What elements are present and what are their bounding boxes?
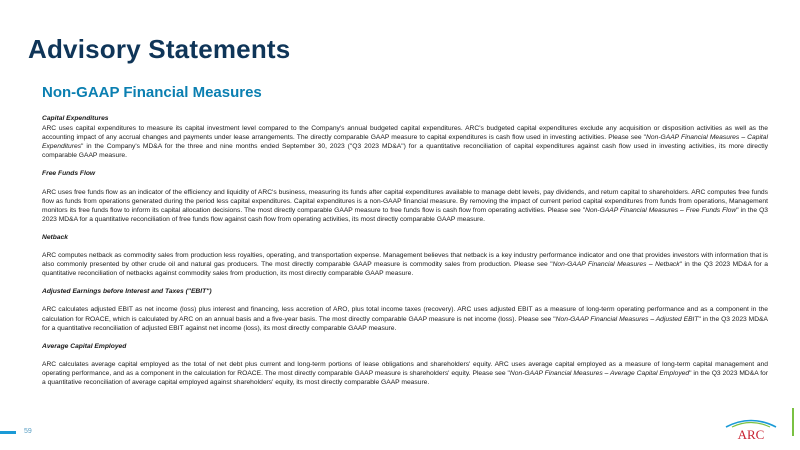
section-paragraph — [42, 360, 768, 387]
section-average-capital-employed — [42, 342, 768, 387]
paragraph-text: ARC calculates average capital employed as the total of net debt plus current and long-term portions of lease obligations and shareholders' equity. ARC uses average capital employed as a measure of long-term capital management and operating performance, and as a component in the calculation for ROACE. The most directly comparable GAAP measure is shareholders' equity. Please see " — [42, 360, 768, 377]
section-paragraph — [42, 188, 768, 224]
page-number: 59 — [24, 428, 32, 435]
paragraph-reference: Non-GAAP Financial Measures – Free Funds Flow — [585, 206, 737, 214]
paragraph-reference: Non-GAAP Financial Measures – Adjusted EBIT — [555, 315, 699, 323]
footer-green-rule — [792, 408, 794, 436]
paragraph-text: " in the Q3 2023 MD&A for a quantitative reconciliation of netbacks against commodity sales from production, its most directly comparable GAAP measure. — [42, 261, 768, 278]
section-heading: Netback — [42, 233, 69, 241]
slide-title: Advisory Statements — [28, 34, 291, 64]
section-free-funds-flow — [42, 169, 768, 223]
paragraph-reference: Non-GAAP Financial Measures – Average Capital Employed — [509, 369, 690, 377]
paragraph-text: " in the Company's MD&A for the three and nine months ended September 30, 2023 ("Q3 2023 MD&A") for a quantitative reconciliation of capital expenditures against cash flow used in investing activities, its more directly comparable GAAP measure. — [42, 143, 768, 160]
section-capital-expenditures — [42, 114, 768, 160]
logo-text: ARC — [737, 427, 765, 442]
section-paragraph — [42, 305, 768, 332]
section-paragraph — [42, 251, 768, 278]
slide-subtitle: Non-GAAP Financial Measures — [42, 84, 262, 101]
footer-accent-bar — [0, 431, 16, 434]
paragraph-text: " in the Q3 2023 MD&A for a quantitative reconciliation of average capital employed against shareholders' equity, its most directly comparable GAAP measure. — [42, 369, 768, 386]
section-netback — [42, 233, 768, 278]
section-heading: Free Funds Flow — [42, 170, 96, 178]
advisory-content — [42, 114, 768, 396]
paragraph-text: " in the Q3 2023 MD&A for a quantitative reconciliation of adjusted EBIT against net income (loss), its most directly comparable GAAP measure. — [42, 315, 768, 332]
section-heading: Capital Expenditures — [42, 115, 109, 122]
section-adjusted-ebit — [42, 287, 768, 332]
paragraph-reference: Non-GAAP Financial Measures – Netback — [552, 261, 680, 269]
paragraph-text: ARC uses capital expenditures to measure its capital investment level compared to the Company's annual budgeted capital expenditures. ARC's budgeted capital expenditures exclude any acquisition or disposition activities as well as the accounting impact of any accrual changes and payments under lease arrangements. The directly comparable GAAP measure to capital expenditures is cash flow used in investing activities. Please see " — [42, 125, 768, 142]
paragraph-text: ARC computes netback as commodity sales from production less royalties, operating, and transportation expense. Management believes that netback is a key industry performance indicator and one that provides investors with information that is also commonly presented by other crude oil and natural gas producers. The most directly comparable GAAP measure is commodity sales from production. Please see " — [42, 252, 768, 269]
arc-logo — [722, 414, 780, 444]
section-heading: Average Capital Employed — [42, 342, 127, 350]
paragraph-reference: Non-GAAP Financial Measures – Capital Expenditures — [42, 134, 768, 151]
section-heading: Adjusted Earnings before Interest and Taxes ("EBIT") — [42, 288, 212, 296]
paragraph-text: " in the Q3 2023 MD&A for a quantitative reconciliation of free funds flow against cash flow from operating activities, its most directly comparable GAAP measure. — [42, 206, 768, 223]
paragraph-text: ARC uses free funds flow as an indicator of the efficiency and liquidity of ARC's business, measuring its funds after capital expenditures available to manage debt levels, pay dividends, and return capital to shareholders. ARC computes free funds flow as funds from operations generated during the period less capital expenditures. Capital expenditures is a non-GAAP financial measure. By removing the impact of current period capital expenditures from funds from operations, Management monitors its free funds flow to inform its capital allocation decisions. The most directly comparable GAAP measure to free funds flow is cash flow from operating activities. Please see " — [42, 188, 768, 214]
section-paragraph — [42, 124, 768, 160]
paragraph-text: ARC calculates adjusted EBIT as net income (loss) plus interest and financing, less accretion of ARO, plus total income taxes (recovery). ARC uses adjusted EBIT as a measure of long-term operating performance and as a component in the calculation for ROACE, which is calculated by ARC on an annual basis and a five-year basis. The most directly comparable GAAP measure is net income (loss). Please see " — [42, 306, 768, 323]
